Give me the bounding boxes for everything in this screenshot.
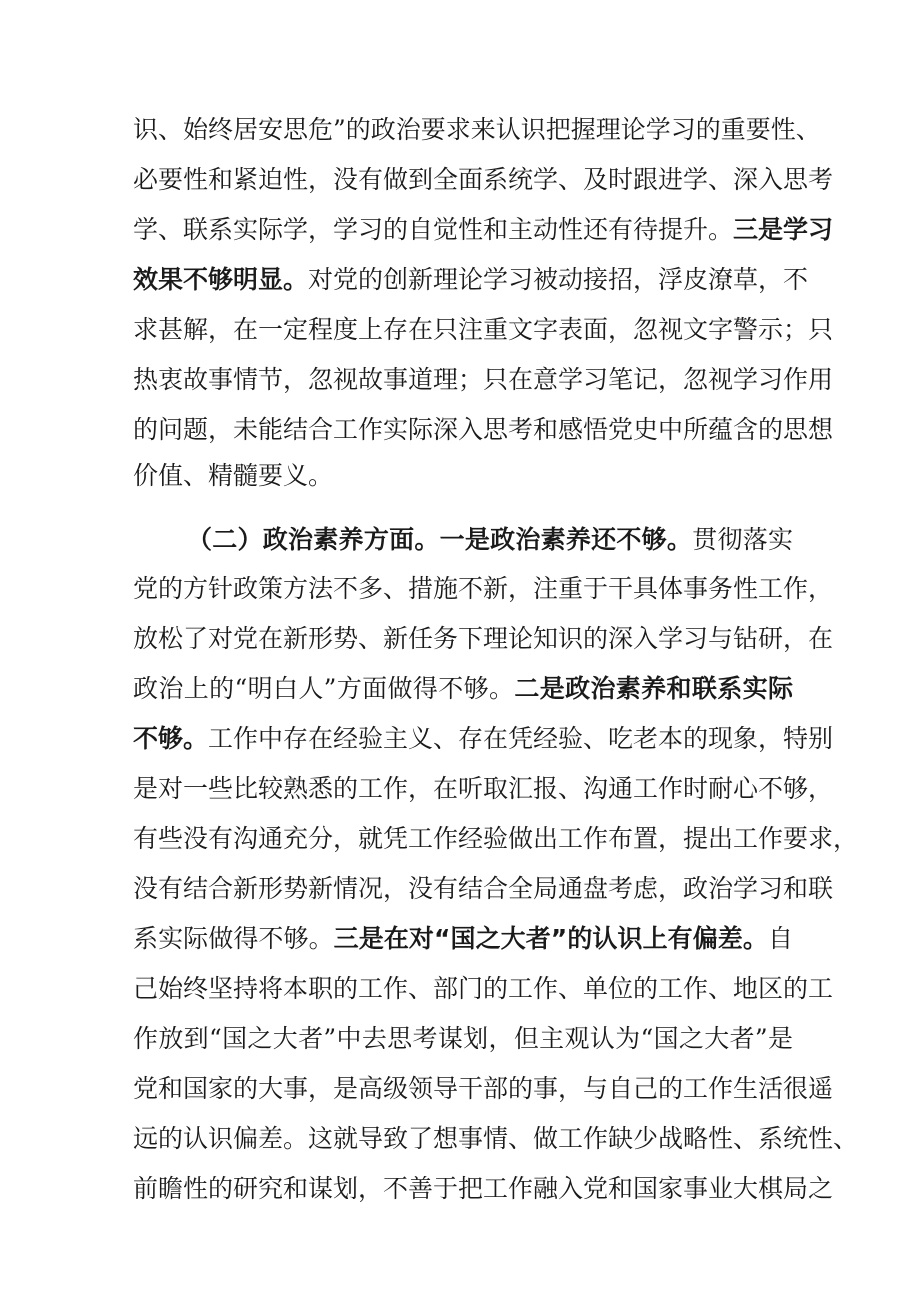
text-line [133,872,834,908]
text-line [133,622,834,658]
text-line [187,523,793,559]
bold-heading-text: 不够。 [133,724,209,753]
body-text: 学、联系实际学，学习的自觉性和主动性还有待提升。 [133,215,734,244]
body-text: 作放到“国之大者”中去思考谋划，但主观认为“国之大者”是 [133,1024,793,1053]
text-line [133,672,793,708]
text-line [133,413,834,449]
text-line [133,363,834,399]
body-text: 识、始终居安思危”的政治要求来认识把握理论学习的重要性、 [133,115,821,144]
text-line [133,1122,859,1158]
body-text: 的问题，未能结合工作实际深入思考和感悟党史中所蕴含的思想 [133,415,834,444]
text-line [133,1022,793,1058]
body-text: 必要性和紧迫性，没有做到全面系统学、及时跟进学、深入思考 [133,165,834,194]
body-text: 远的认识偏差。这就导致了想事情、做工作缺少战略性、系统性、 [133,1124,859,1153]
body-text: 己始终坚持将本职的工作、部门的工作、单位的工作、地区的工 [133,974,834,1003]
text-line [133,113,821,149]
text-line [133,313,834,349]
body-text: 求甚解，在一定程度上存在只注重文字表面，忽视文字警示；只 [133,315,834,344]
text-line [133,772,834,808]
body-text: 自 [767,924,793,953]
body-text: 没有结合新形势新情况，没有结合全局通盘考虑，政治学习和联 [133,874,834,903]
text-line [133,722,834,758]
text-line [133,213,834,249]
text-line [133,263,809,299]
body-text: 党的方针政策方法不多、措施不新，注重于干具体事务性工作， [133,574,834,603]
text-line [133,459,793,495]
text-line [133,922,793,958]
text-line [133,1172,834,1208]
bold-heading-text: 三是学习 [733,215,834,244]
body-text: 热衷故事情节，忽视故事道理；只在意学习笔记，忽视学习作用 [133,365,834,394]
body-text: 政治上的“明白人”方面做得不够。 [133,674,515,703]
body-text: 贯彻落实 [692,525,793,554]
bold-heading-text: 效果不够明显。 [133,265,309,294]
text-line [133,972,834,1008]
text-line [133,822,859,858]
text-line [133,163,834,199]
body-text: 党和国家的大事，是高级领导干部的事，与自己的工作生活很遥 [133,1074,834,1103]
body-text: 对党的创新理论学习被动接招，浮皮潦草，不 [308,265,809,294]
text-line [133,1072,834,1108]
body-text: 放松了对党在新形势、新任务下理论知识的深入学习与钻研，在 [133,624,834,653]
text-line [133,572,834,608]
body-text: 有些没有沟通充分，就凭工作经验做出工作布置，提出工作要求， [133,824,859,853]
body-text: 系实际做得不够。 [133,924,334,953]
body-text: 价值、精髓要义。 [133,461,334,490]
bold-heading-text: 三是在对“国之大者”的认识上有偏差。 [333,924,768,953]
body-text: 工作中存在经验主义、存在凭经验、吃老本的现象，特别 [208,724,834,753]
bold-heading-text: 二是政治素养和联系实际 [514,674,793,703]
body-text: 前瞻性的研究和谋划，不善于把工作融入党和国家事业大棋局之 [133,1174,834,1203]
body-text: 是对一些比较熟悉的工作，在听取汇报、沟通工作时耐心不够， [133,774,834,803]
bold-heading-text: （二）政治素养方面。一是政治素养还不够。 [187,525,693,554]
